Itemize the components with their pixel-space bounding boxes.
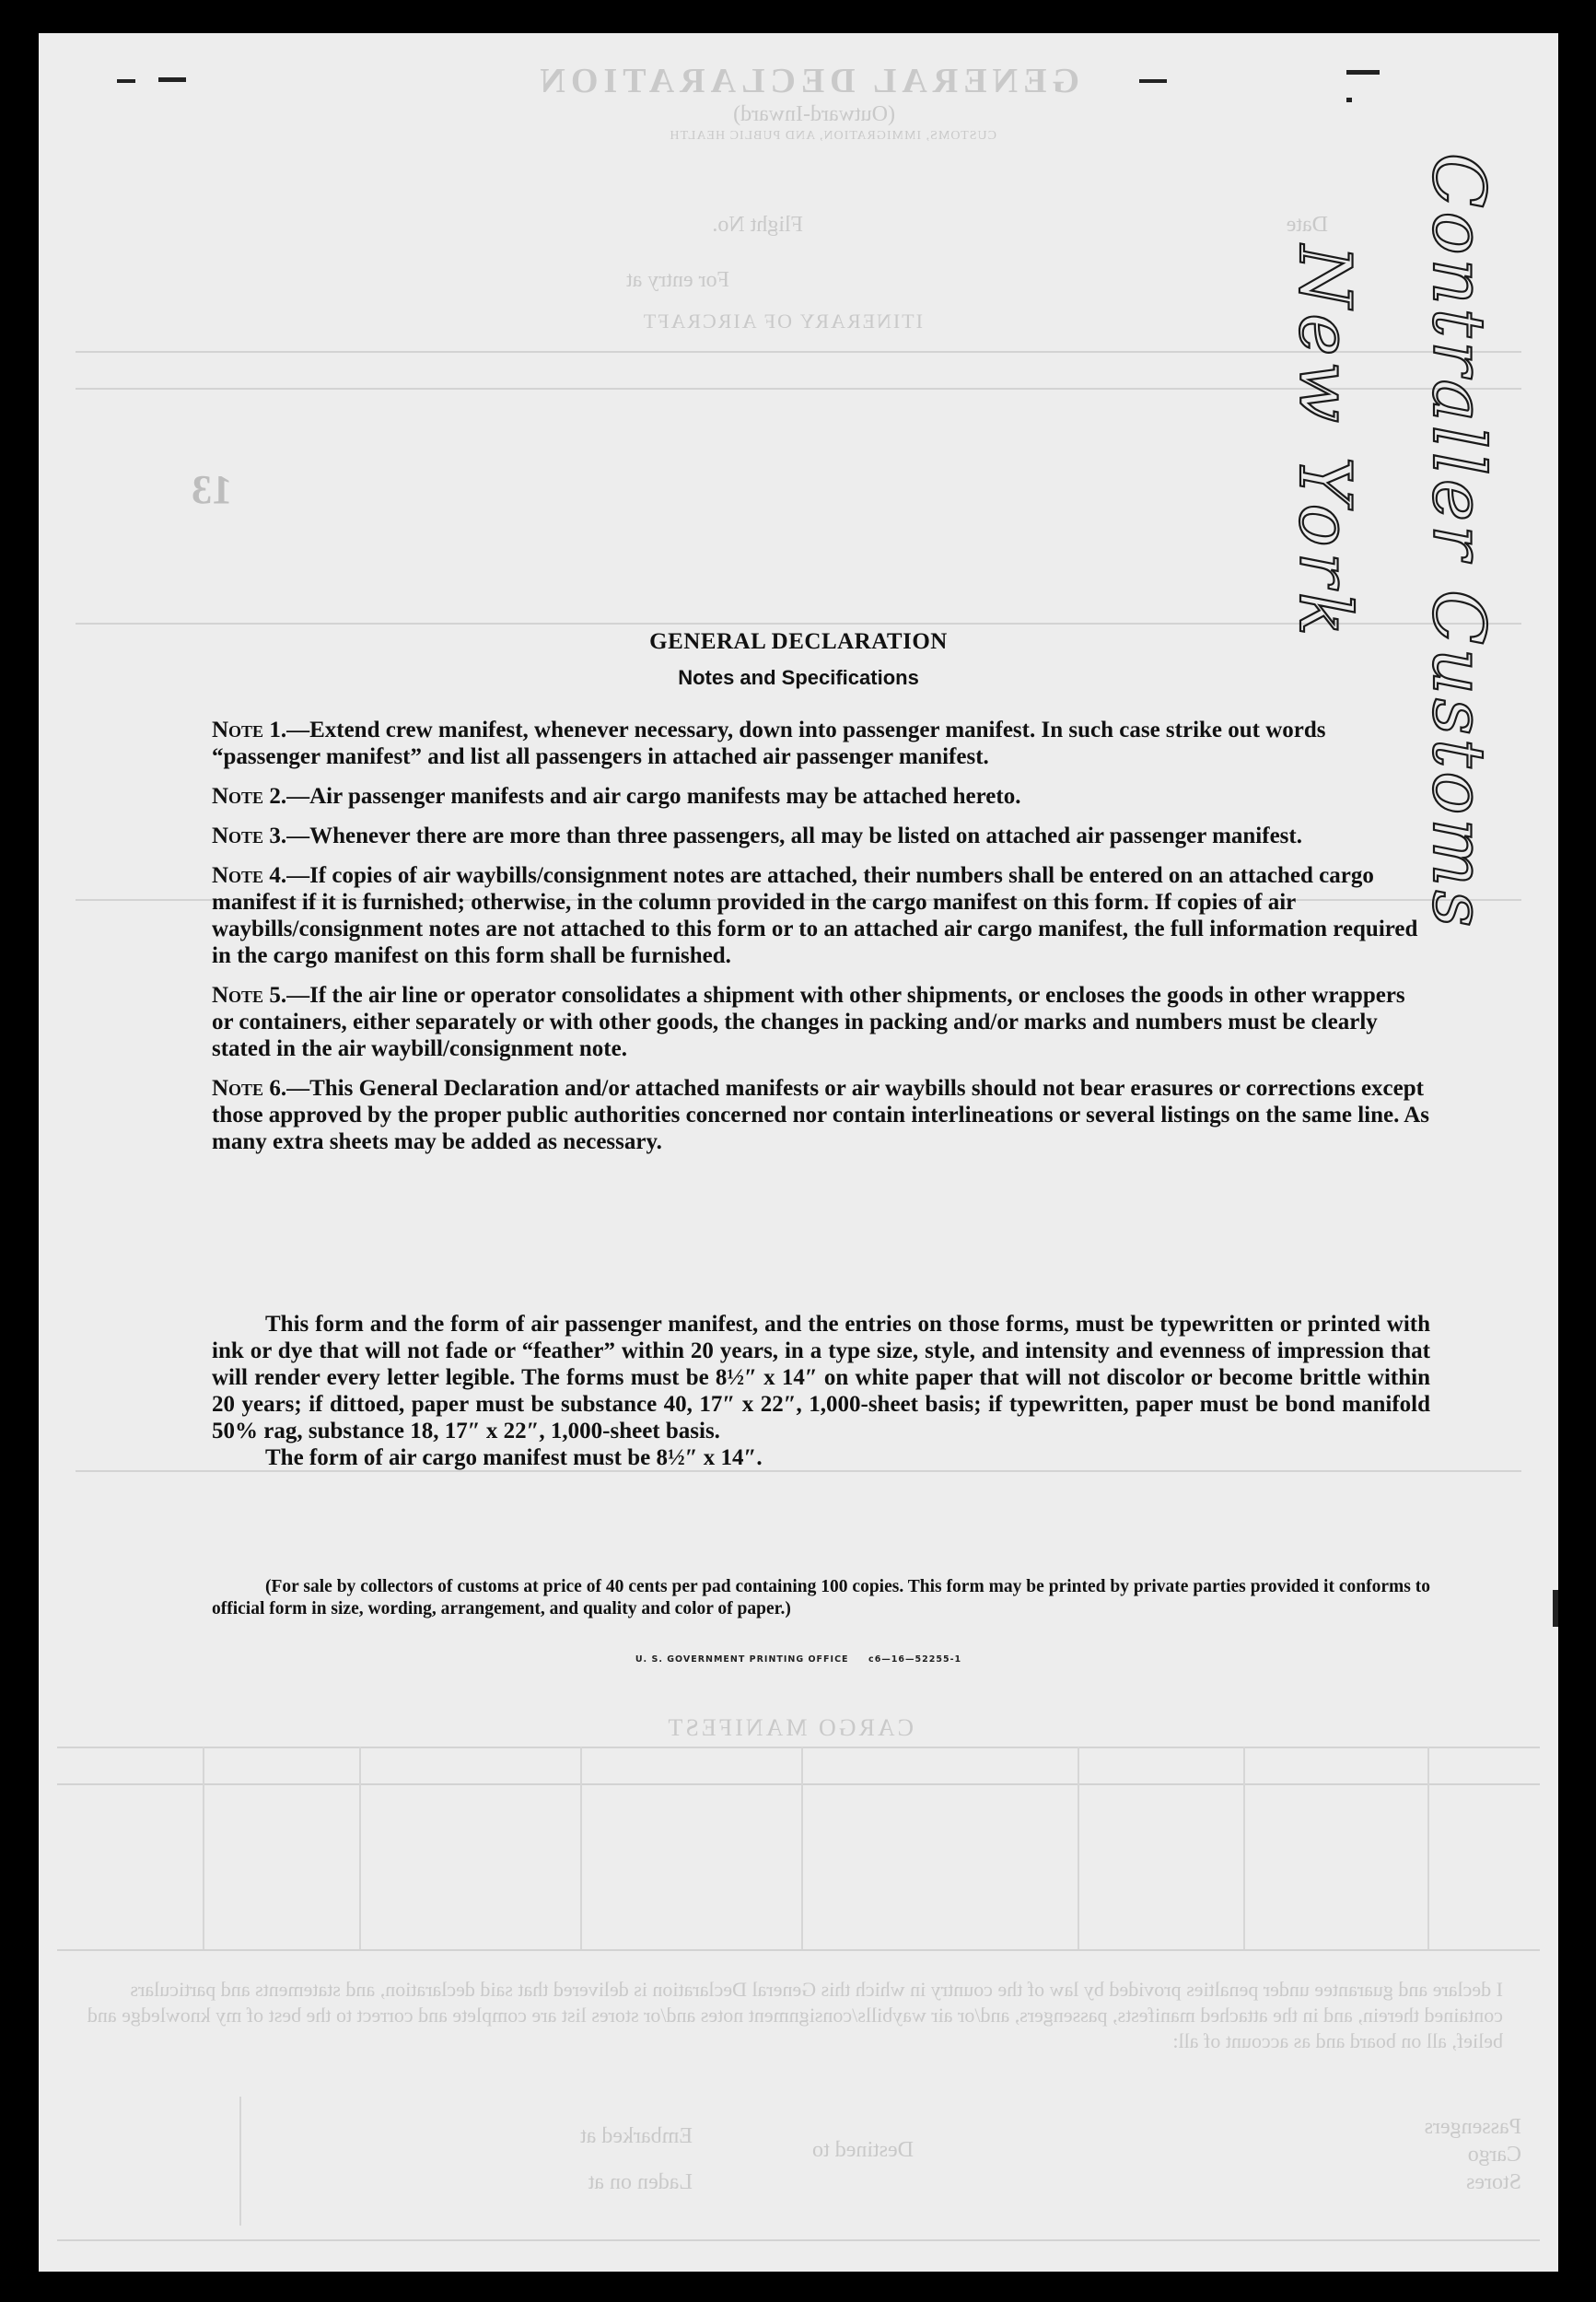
note-4 [212,862,1430,969]
handwriting-line-1: Contraller Customs [1416,153,1499,931]
ghost-embarked: Embarked at [580,2124,693,2148]
specifications-text: This form and the form of air passenger manifest, and the entries on those forms, must be typewritten or printed with ink or dye that will not fade or “feather” within 20 years, in a type size, style, and intensity and evenness of impression that will render every letter legible. The forms must be 8½″ x 14″ on white paper that will not discolor or become brittle within 20 years; if dittoed, paper must be substance 40, 17″ x 22″, 1,000-sheet basis; if typewritten, paper must be bond manifold 50% rag, substance 18, 17″ x 22″, 1,000-sheet basis. [212,1312,1430,1443]
ghost-subtitle: (Outward-Inward) [733,102,895,126]
ghost-cargo: Cargo [1467,2143,1521,2167]
ghost-agency: CUSTOMS, IMMIGRATION, AND PUBLIC HEALTH [669,129,996,143]
specifications-paragraph [212,1311,1430,1471]
ghost-title: GENERAL DECLARATION [534,62,1079,100]
edge-tick [1553,1590,1558,1627]
ghost-page-number: 13 [192,467,232,512]
ghost-cargo-manifest: CARGO MANIFEST [665,1714,914,1741]
note-text: —If the air line or operator consolidates a shipment with other shipments, or encloses the goods in other wrappers or containers, either separately or with other goods, the changes in packing and/or marks and numbers must be clearly stated in the air waybill/consignment note. [212,983,1405,1061]
note-text: —Air passenger manifests and air cargo manifests may be attached hereto. [286,784,1021,809]
ghost-date-label: Date [1286,213,1328,237]
sale-notice: (For sale by collectors of customs at price of 40 cents per pad containing 100 copies. This form may be printed by private parties provided it conforms to official form in size, wording, arrangement, and quality and color of paper.) [212,1577,1430,1618]
note-label: Note 5. [212,983,287,1008]
ghost-passengers: Passengers [1424,2115,1521,2139]
document-page [39,33,1558,2272]
note-6 [212,1075,1430,1155]
ghost-stores: Stores [1466,2170,1521,2194]
note-text: —Extend crew manifest, whenever necessary, down into passenger manifest. In such case strike out words “passenger manifest” and list all passengers in attached air passenger manifest. [212,718,1326,769]
ghost-destined: Destined to [812,2138,914,2162]
note-label: Note 1. [212,718,287,742]
ghost-laden: Laden on at [588,2170,693,2194]
note-text: —Whenever there are more than three passengers, all may be listed on attached air passenger manifest. [286,824,1302,848]
note-text: —If copies of air waybills/consignment notes are attached, their numbers shall be entered on an attached cargo manifest if it is furnished; otherwise, in the column provided in the cargo manifest on this form. If copies of air waybills/consignment notes are not attached to this form or to an attached air cargo manifest, the full information required in the cargo manifest on this form shall be furnished. [212,863,1418,968]
declaration-subtitle: Notes and Specifications [678,666,919,689]
ghost-for-entry: For entry at [626,268,729,292]
note-5 [212,982,1430,1062]
ghost-itinerary: ITINERARY OF AIRCRAFT [641,310,923,333]
handwriting-line-2: New York [1283,245,1366,642]
notes-section [212,717,1430,1168]
note-label: Note 6. [212,1076,287,1101]
ghost-flight-label: Flight No. [712,213,803,237]
ghost-declare-text: I declare and guarantee under penalties provided by law of the country in which this General Declaration is delivered that said declaration, and statements and particulars contained therein, and in the attached manifests, passengers, and/or air waybills/consignment notes and/or stores list are complete and correct to the best of my knowledge and belief, all on board and as account of all: [87,1978,1503,2052]
note-3 [212,823,1430,849]
printing-office-imprint: U. S. GOVERNMENT PRINTING OFFICE c6—16—52255-1 [635,1654,962,1665]
note-label: Note 3. [212,824,287,848]
note-1 [212,717,1430,770]
note-label: Note 2. [212,784,287,809]
note-2 [212,783,1430,810]
note-label: Note 4. [212,863,287,888]
declaration-title: GENERAL DECLARATION [649,629,948,654]
cargo-form-size-text: The form of air cargo manifest must be 8½″ x 14″. [265,1445,763,1470]
note-text: —This General Declaration and/or attached manifests or air waybills should not bear erasures or corrections except those approved by the proper public authorities concerned nor contain interlineations or several listings on the same line. As many extra sheets may be added as necessary. [212,1076,1430,1154]
